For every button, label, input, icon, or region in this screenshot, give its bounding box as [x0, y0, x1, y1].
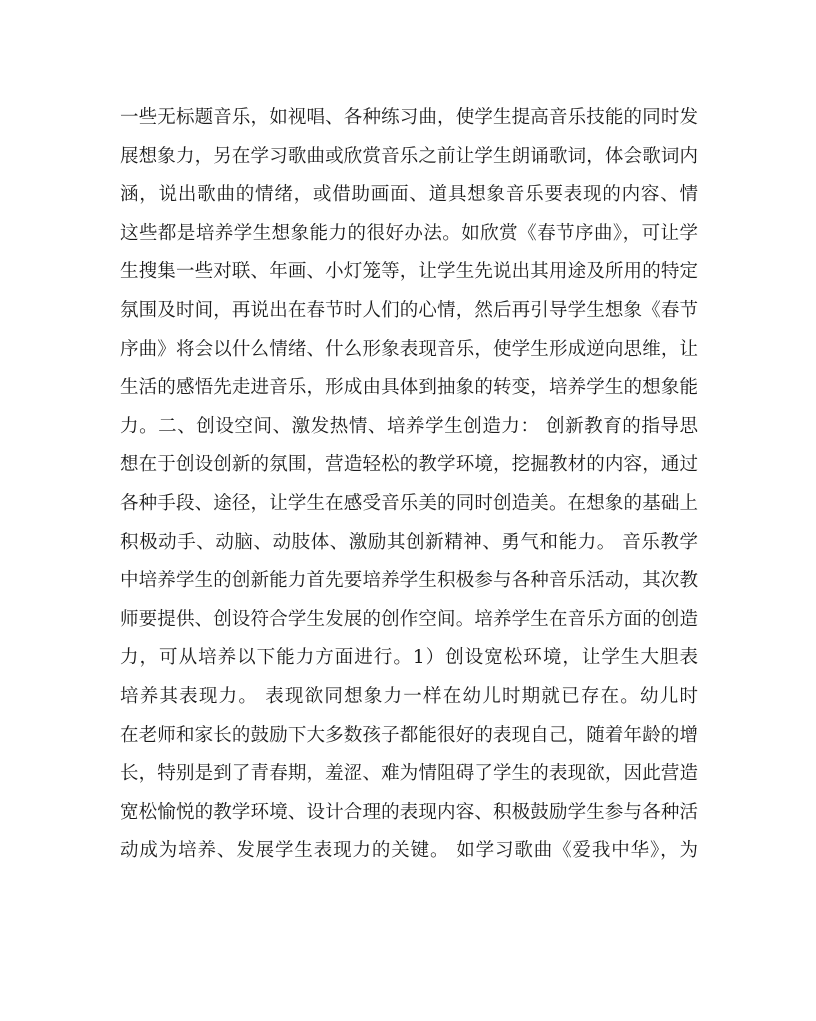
text-line: 想在于创设创新的氛围，营造轻松的教学环境，挖掘教材的内容，通过 [120, 454, 698, 476]
text-line: 力，可从培养以下能力方面进行。1）创设宽松环境，让学生大胆表 [120, 647, 698, 669]
text-line: 氛围及时间，再说出在春节时人们的心情，然后再引导学生想象《春节 [120, 299, 698, 321]
text-line: 这些都是培养学生想象能力的很好办法。如欣赏《春节序曲》，可让学 [120, 222, 698, 244]
text-line: 展想象力，另在学习歌曲或欣赏音乐之前让学生朗诵歌词，体会歌词内 [120, 145, 698, 167]
text-line: 力。二、创设空间、激发热情、培养学生创造力： 创新教育的指导思 [120, 415, 698, 437]
text-line: 一些无标题音乐，如视唱、各种练习曲，使学生提高音乐技能的同时发 [120, 107, 698, 128]
text-line: 涵，说出歌曲的情绪，或借助画面、道具想象音乐要表现的内容、情 [120, 184, 698, 206]
text-line: 宽松愉悦的教学环境、设计合理的表现内容、积极鼓励学生参与各种活 [120, 801, 698, 823]
body-text [120, 99, 698, 871]
text-line: 培养其表现力。 表现欲同想象力一样在幼儿时期就已存在。幼儿时 [120, 685, 698, 707]
text-line: 在老师和家长的鼓励下大多数孩子都能很好的表现自己，随着年龄的增 [120, 724, 698, 746]
text-line: 师要提供、创设符合学生发展的创作空间。培养学生在音乐方面的创造 [120, 608, 698, 630]
text-line: 长，特别是到了青春期，羞涩、难为情阻碍了学生的表现欲，因此营造 [120, 763, 698, 785]
text-line: 序曲》将会以什么情绪、什么形象表现音乐，使学生形成逆向思维，让 [120, 338, 698, 360]
text-line: 各种手段、途径，让学生在感受音乐美的同时创造美。在想象的基础上 [120, 492, 698, 514]
text-line: 动成为培养、发展学生表现力的关键。 如学习歌曲《爱我中华》，为 [120, 840, 698, 862]
text-line: 生活的感悟先走进音乐，形成由具体到抽象的转变，培养学生的想象能 [120, 377, 698, 399]
text-line: 积极动手、动脑、动肢体、激励其创新精神、勇气和能力。 音乐教学 [120, 531, 698, 553]
text-line: 生搜集一些对联、年画、小灯笼等，让学生先说出其用途及所用的特定 [120, 261, 698, 283]
text-line: 中培养学生的创新能力首先要培养学生积极参与各种音乐活动，其次教 [120, 570, 698, 592]
